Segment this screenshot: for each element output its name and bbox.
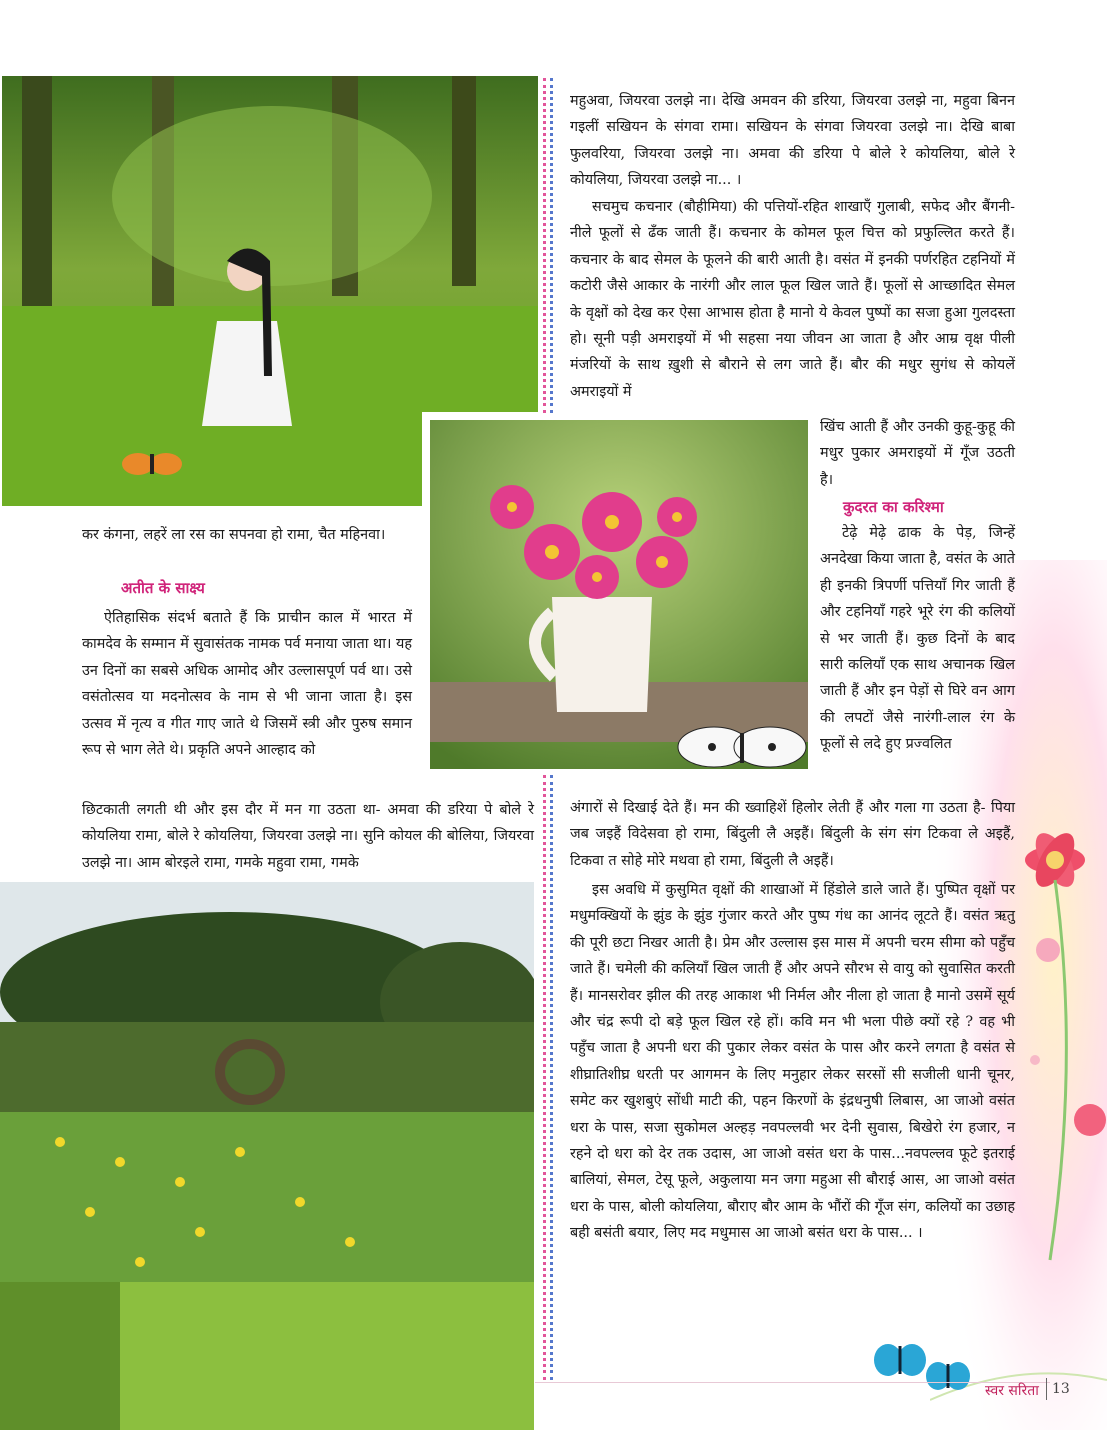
paragraph-chait: कर कंगना, लहरें ला रस का सपनवा हो रामा, चैत महिनवा। [82,527,386,543]
paragraph-song-verse: महुअवा, जियरवा उलझे ना। देखि अमवन की डरिया, जियरवा उलझे ना, महुवा बिनन गइलीं सखियन के संगवा रामा। सखियन के संगवा जियरवा उलझे ना। देखि बाबा फुलवरिया, जियरवा उलझे ना। अमवा की डरिया पे बोले रे कोयलिया, बोले रे कोयलिया, जियरवा उलझे ना... । [570,93,1015,189]
paragraph-kudrat: टेढ़े मेढ़े ढाक के पेड़, जिन्हें अनदेखा किया जाता है, वसंत के आते ही इनकी त्रिपर्णी पत्तियाँ गिर जाती हैं और टहनियाँ गहरे भूरे रंग की कलियों से भर जाती हैं। कुछ दिनों के बाद सारी कलियाँ एक साथ अचानक खिल जाती हैं और इन पेड़ों से घिरे वन आग की लपटों जैसे नारंगी-लाल रंग के फूलों से लदे हुए प्रज्वलित [820,525,1015,753]
column-divider-top [543,78,553,413]
footer-separator [1046,1378,1047,1400]
column-divider-bottom [543,775,553,1380]
paragraph-chhitkati: छिटकाती लगती थी और इस दौर में मन गा उठता था- अमवा की डरिया पे बोले रे कोयलिया रामा, बोले रे कोयलिया, जियरवा उलझे ना। सुनि कोयल की बोलिया, जियरवा उलझे ना। आम बोरइले रामा, गमके महुवा रामा, गमके [82,802,534,871]
garden-photo-art [0,882,534,1430]
heading-kudrat: कुदरत का करिश्मा [843,498,944,516]
flower-cup-photo [422,412,816,777]
paragraph-ateet: ऐतिहासिक संदर्भ बताते हैं कि प्राचीन काल में भारत में कामदेव के सम्मान में सुवासंतक नामक पर्व मनाया जाता था। यह उन दिनों का सबसे अधिक आमोद और उल्लासपूर्ण पर्व था। उसे वसंतोत्सव या मदनोत्सव के नाम से भी जाना जाता है। इस उत्सव में नृत्य व गीत गाए जाते थे जिसमें स्त्री और पुरुष समान रूप से भाग लेते थे। प्रकृति अपने आल्हाद को [82,610,412,759]
garden-photo [0,882,534,1430]
paragraph-kachnar-cont: खिंच आती हैं और उनकी कुहू-कुहू की मधुर पुकार अमराइयों में गूँज उठती है। [820,419,1015,488]
footer-butterflies [870,1338,980,1398]
paragraph-kusumit: इस अवधि में कुसुमित वृक्षों की शाखाओं में हिंडोले डाले जाते हैं। पुष्पित वृक्षों पर मधुमक्खियों के झुंड के झुंड गुंजार करते और पुष्प गंध का आनंद लूटते हैं। वसंत ऋतु की पूरी छटा निखर आती है। प्रेम और उल्लास इस मास में अपनी चरम सीमा को पहुँच जाते हैं। चमेली की कलियाँ खिल जाती हैं और अपने सौरभ से वायु को सुवासित करती हैं। मानसरोवर झील की तरह आकाश भी निर्मल और नीला हो जाता है मानो उसमें सूर्य और चंद्र रूपी दो बड़े फूल खिल रहे हों। कवि मन भी भला पीछे क्यों रहे ? वह भी पहुँच जाता है अपनी धरा की पुकार लेकर वसंत के पास और करने लगता है वसंत से शीघ्रातिशीघ्र धरती पर आगमन के लिए मनुहार लेकर सरसों सी सजीली धानी चूनर, समेट कर खुशबुएं सोंधी माटी की, पहन किरणों के इंद्रधनुषी लिबास, आ जाओ वसंत धरा के पास, सजा सुकोमल अल्हड़ नवपल्लवी भर देनी सुवास, बिखेरो रंग हजार, न रहने दो धरा को देर तक उदास, आ जाओ वसंत धरा के पास...नवपल्लव फूटे इतराई बालियां, सेमल, टेसू फूले, अकुलाया मन जगा महुआ सी बौराई आस, आ जाओ वसंत धरा के पास, बोली कोयलिया, बौराए बौर आम के भौंरों की गूँज संग, कलियों का उछाह बही बसंती बयार, लिए मद मधुमास आ जाओ बसंत धरा के पास... । [570,882,1015,1242]
heading-ateet: अतीत के साक्ष्य [121,579,205,597]
footer-rule [535,1382,1050,1383]
paragraph-kachnar: सचमुच कचनार (बौहीमिया) की पत्तियों-रहित शाखाएँ गुलाबी, सफेद और बैंगनी-नीले फूलों से ढँक जाती हैं। कचनार के कोमल फूल चित्त को प्रफुल्लित करते हैं। कचनार के बाद सेमल के फूलने की बारी आती है। वसंत में इनकी पर्णरहित टहनियों में कटोरी जैसे आकार के नारंगी और लाल फूल खिल जाते हैं। फूलों से आच्छादित सेमल के वृक्षों को देख कर ऐसा आभास होता है मानो ये केवल पुष्पों का सजा हुआ गुलदस्ता हो। सूनी पड़ी अमराइयों में भी सहसा नया जीवन आ जाता है और आम्र वृक्ष पीली मंजरियों के साथ ख़ुशी से बौराने से लग जाते हैं। बौर की मधुर सुगंध से कोयलें अमराइयों में [570,199,1015,400]
page-number: 13 [1052,1381,1070,1397]
flower-cup-art [422,412,816,777]
footer-magazine-name: स्वर सरिता [985,1383,1039,1399]
paragraph-angaron: अंगारों से दिखाई देते हैं। मन की ख्वाहिशें हिलोर लेती हैं और गला गा उठता है- पिया जब जइहैं विदेसवा हो रामा, बिंदुली लै अइहैं। बिंदुली के संग संग टिकवा ले अइहैं, टिकवा त सोहे मोरे मथवा हो रामा, बिंदुली लै अइहैं। [570,800,1015,869]
butterfly-icon [870,1338,980,1398]
